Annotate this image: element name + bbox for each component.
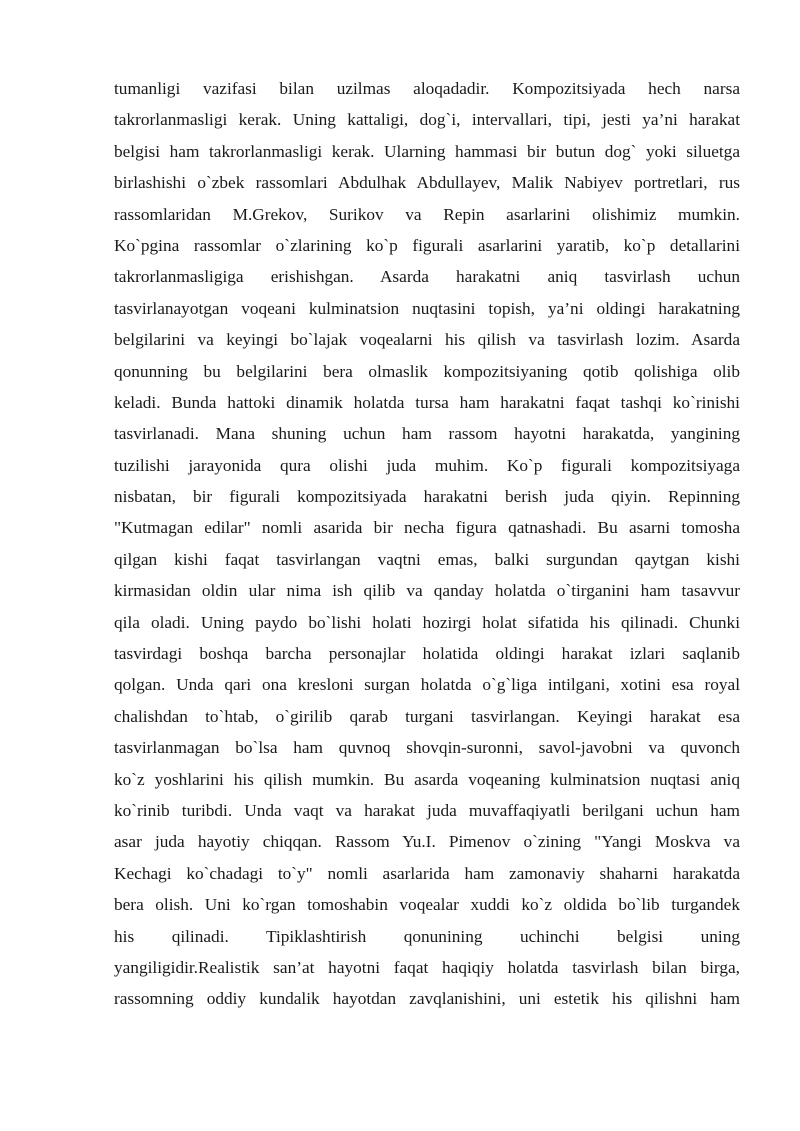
text-line: rassomlaridan M.Grekov, Surikov va Repin asarlarini olishimiz mumkin. <box>114 204 740 224</box>
text-line: tasvirdagi boshqa barcha personajlar holatida oldingi harakat izlari saqlanib <box>114 644 740 664</box>
text-line: bera olish. Uni ko`rgan tomoshabin voqealar xuddi ko`z oldida bo`lib turgandek <box>114 895 740 915</box>
text-line: yangiligidir.Realistik san’at hayotni faqat haqiqiy holatda tasvirlash bilan birga, <box>114 957 740 977</box>
text-line: qonunning bu belgilarini bera olmaslik kompozitsiyaning qotib qolishiga olib <box>114 361 740 381</box>
text-line: rassomning oddiy kundalik hayotdan zavqlanishini, uni estetik his qilishni ham <box>114 989 740 1009</box>
text-line: tumanligi vazifasi bilan uzilmas aloqadadir. Kompozitsiyada hech narsa <box>114 79 740 98</box>
body-text <box>114 73 740 1015</box>
text-line: ko`z yoshlarini his qilish mumkin. Bu asarda voqeaning kulminatsion nuqtasi aniq <box>114 769 740 789</box>
text-line: birlashishi o`zbek rassomlari Abdulhak Abdullayev, Malik Nabiyev portretlari, rus <box>114 173 740 193</box>
text-line: asar juda hayotiy chiqqan. Rassom Yu.I. Pimenov o`zining "Yangi Moskva va <box>114 832 740 852</box>
text-line: Kechagi ko`chadagi to`y" nomli asarlarida ham zamonaviy shaharni harakatda <box>114 863 740 883</box>
text-line: his qilinadi. Tipiklashtirish qonunining uchinchi belgisi uning <box>114 926 740 946</box>
text-line: chalishdan to`htab, o`girilib qarab turgani tasvirlangan. Keyingi harakat esa <box>114 706 740 726</box>
text-line: tasvirlanadi. Mana shuning uchun ham rassom hayotni harakatda, yangining <box>114 424 740 444</box>
text-line: keladi. Bunda hattoki dinamik holatda tursa ham harakatni faqat tashqi ko`rinishi <box>114 392 740 412</box>
text-line: qilgan kishi faqat tasvirlangan vaqtni emas, balki surgundan qaytgan kishi <box>114 549 740 569</box>
text-line: tasvirlanmagan bo`lsa ham quvnoq shovqin-suronni, savol-javobni va quvonch <box>114 738 740 758</box>
text-line: nisbatan, bir figurali kompozitsiyada harakatni berish juda qiyin. Repinning <box>114 487 740 507</box>
text-line: takrorlanmasligi kerak. Uning kattaligi, dog`i, intervallari, tipi, jesti ya’ni harakat <box>114 110 740 130</box>
text-line: Ko`pgina rassomlar o`zlarining ko`p figurali asarlarini yaratib, ko`p detallarini <box>114 235 740 255</box>
text-line: qolgan. Unda qari ona kresloni surgan holatda o`g`liga intilgani, xotini esa royal <box>114 675 740 695</box>
text-line: qila oladi. Uning paydo bo`lishi holati hozirgi holat sifatida his qilinadi. Chunki <box>114 612 740 632</box>
text-line: tuzilishi jarayonida qura olishi juda muhim. Ko`p figurali kompozitsiyaga <box>114 455 740 475</box>
text-line: belgisi ham takrorlanmasligi kerak. Ularning hammasi bir butun dog` yoki siluetga <box>114 141 740 161</box>
text-line: "Kutmagan edilar" nomli asarida bir necha figura qatnashadi. Bu asarni tomosha <box>114 518 740 538</box>
text-line: kirmasidan oldin ular nima ish qilib va qanday holatda o`tirganini ham tasavvur <box>114 581 740 601</box>
text-line: takrorlanmasligiga erishishgan. Asarda harakatni aniq tasvirlash uchun <box>114 267 740 287</box>
text-line: tasvirlanayotgan voqeani kulminatsion nuqtasini topish, ya’ni oldingi harakatning <box>114 298 740 318</box>
text-line: belgilarini va keyingi bo`lajak voqealarni his qilish va tasvirlash lozim. Asarda <box>114 330 740 350</box>
text-line: ko`rinib turibdi. Unda vaqt va harakat juda muvaffaqiyatli berilgani uchun ham <box>114 800 740 820</box>
